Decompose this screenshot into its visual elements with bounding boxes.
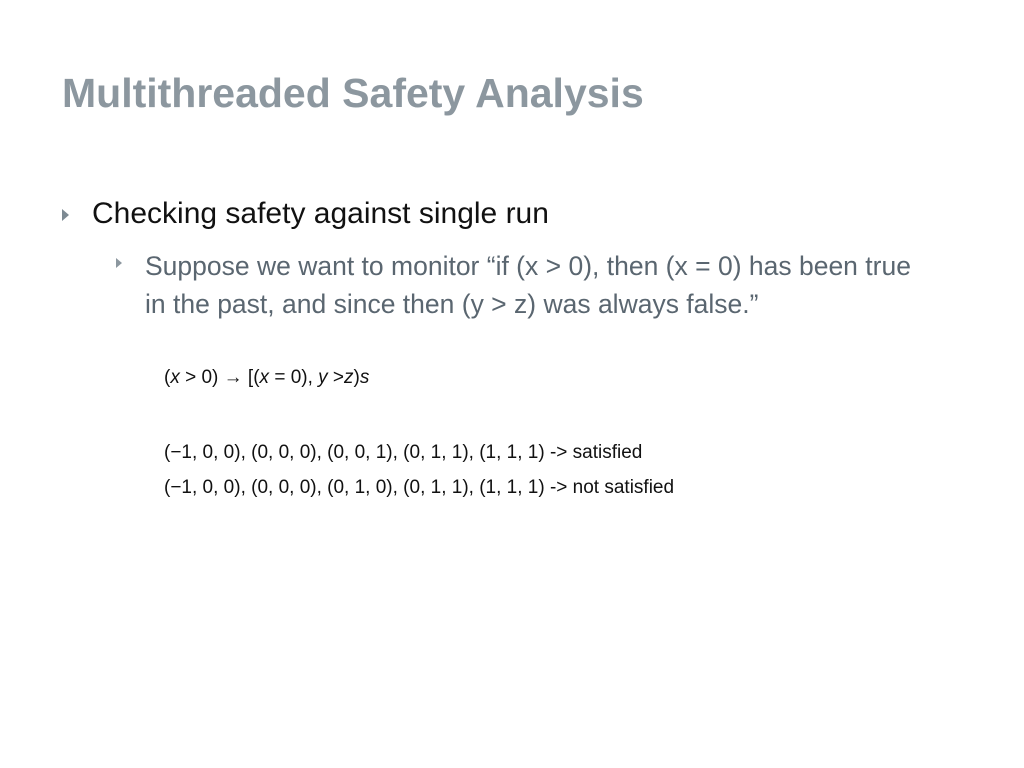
- formula-open-paren: (: [164, 367, 171, 388]
- formula-var-x: x: [170, 367, 180, 388]
- trace-example-satisfied: (−1, 0, 0), (0, 0, 0), (0, 0, 1), (0, 1, 1), (1, 1, 1) -> satisfied: [164, 442, 643, 463]
- triangle-right-icon: [62, 209, 69, 221]
- formula-var-z: z: [344, 367, 354, 388]
- formula-part2: = 0),: [269, 367, 319, 388]
- formula-part1: > 0) → [(: [179, 367, 260, 388]
- formula-close-bracket: ): [353, 367, 360, 388]
- formula-gt: >: [327, 367, 345, 388]
- slide-title: Multithreaded Safety Analysis: [62, 70, 644, 116]
- formula-var-x: x: [259, 367, 270, 388]
- formula-var-y: y: [318, 367, 328, 388]
- triangle-right-icon: [116, 258, 122, 268]
- bullet-level2-text: Suppose we want to monitor “if (x > 0), then (x = 0) has been true in the past, and since then (y > z) was always false.”: [145, 251, 911, 319]
- formula-var-s: s: [359, 367, 370, 388]
- ltl-formula: [164, 367, 369, 389]
- trace-example-not-satisfied: (−1, 0, 0), (0, 0, 0), (0, 1, 0), (0, 1, 1), (1, 1, 1) -> not satisfied: [164, 477, 675, 498]
- bullet-level1-text: Checking safety against single run: [92, 197, 549, 230]
